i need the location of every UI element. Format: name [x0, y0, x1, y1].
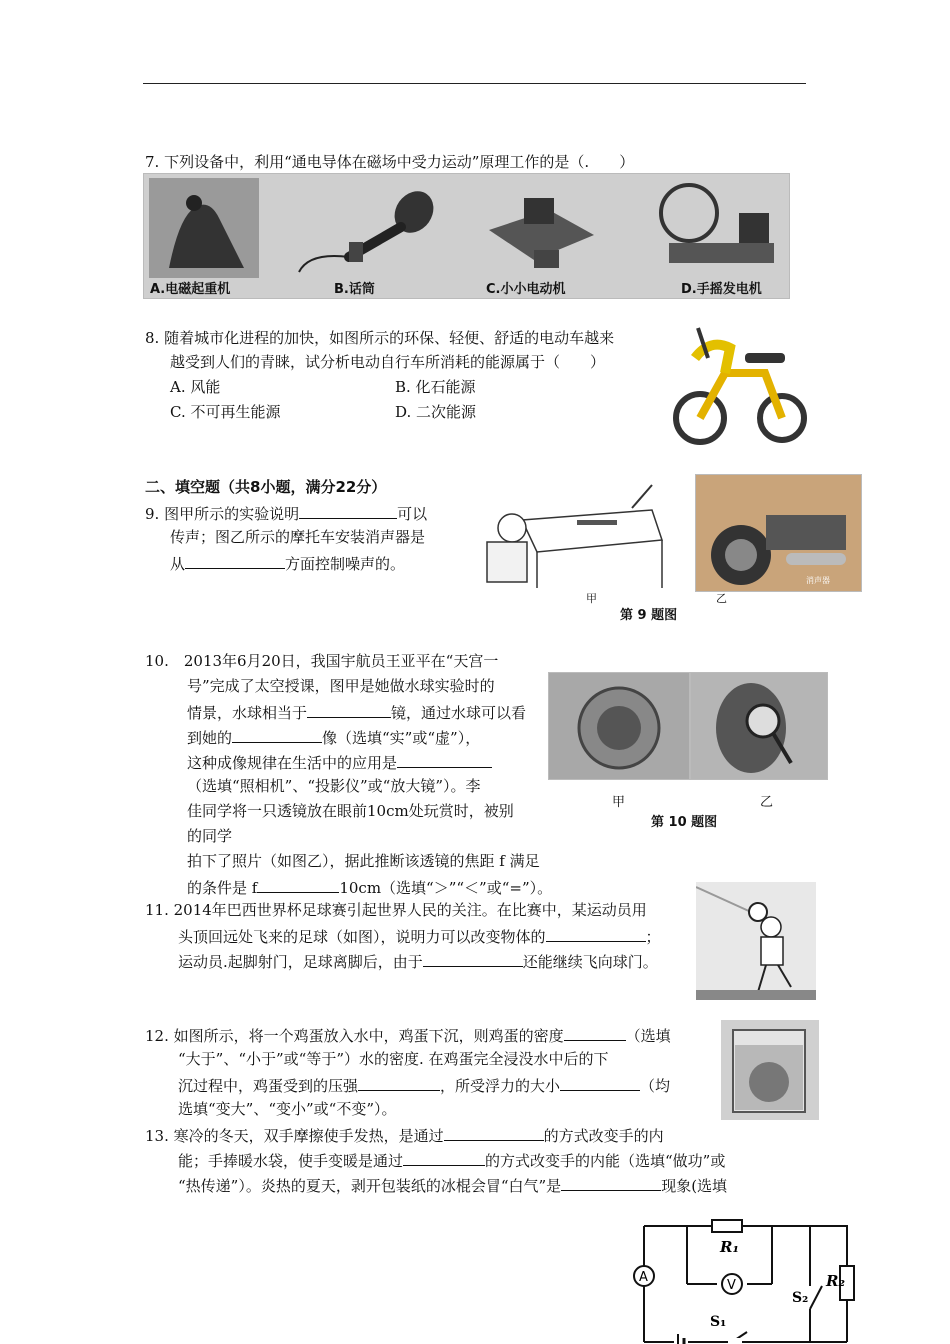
- q13-line3: [178, 1174, 727, 1196]
- q13-text-2a: 能；手捧暖水袋，使手变暖是通过: [178, 1152, 404, 1170]
- q10-blank-application[interactable]: [397, 751, 492, 768]
- q10-text-5a: 这种成像规律在生活中的应用是: [187, 754, 398, 772]
- q7-question: 7. 下列设备中，利用“通电导体在磁场中受力运动”原理工作的是（. ）: [145, 153, 635, 171]
- q11-text-2b: ；: [645, 928, 661, 946]
- q9-caption: 第 9 题图: [620, 608, 678, 623]
- q10-blank-image[interactable]: [232, 726, 322, 743]
- q9-blank-1[interactable]: [299, 502, 397, 519]
- q12-blank-density[interactable]: [564, 1024, 626, 1041]
- q12-line3: [178, 1074, 670, 1096]
- q10-text-4a: 到她的: [187, 729, 233, 747]
- q9-line1: [145, 502, 427, 524]
- q13-text-3b: 现象(选填: [661, 1177, 728, 1195]
- voltmeter-label: V: [727, 1278, 736, 1293]
- q10-text-4b: 像（选填“实”或“虚”），: [322, 729, 481, 747]
- q7-option-a: A.电磁起重机: [150, 282, 231, 297]
- q11-line1: 11. 2014年巴西世界杯足球赛引起世界人民的关注。在比赛中，某运动员用: [145, 901, 647, 919]
- q12-text-1a: 12. 如图所示，将一个鸡蛋放入水中，鸡蛋下沉，则鸡蛋的密度: [145, 1027, 564, 1045]
- q10-line9: 拍下了照片（如图乙），据此推断该透镜的焦距 f 满足: [187, 852, 540, 870]
- q12-line2: “大于”、“小于”或“等于”）水的密度. 在鸡蛋完全浸没水中后的下: [178, 1050, 609, 1068]
- motor-icon: [479, 180, 599, 280]
- r2-label: R₂: [826, 1272, 846, 1290]
- water-ball-photo: [548, 672, 690, 780]
- circuit-diagram: [632, 1214, 862, 1344]
- q10-line1: 10. 2013年6月20日，我国宇航员王亚平在“天宫一: [145, 652, 499, 670]
- q11-line2: [178, 925, 661, 947]
- q12-line1: [145, 1024, 671, 1046]
- q11-blank-motion[interactable]: [546, 925, 646, 942]
- q13-blank-heat[interactable]: [403, 1149, 485, 1166]
- q7-options-image: [143, 173, 790, 299]
- electric-bike-icon: [670, 318, 810, 448]
- q13-text-2b: 的方式改变手的内能（选填“做功”或: [485, 1152, 726, 1170]
- q10-line3: [187, 701, 526, 723]
- q10-line4: [187, 726, 480, 748]
- egg-in-water-icon: [721, 1020, 819, 1120]
- desk-experiment-icon: [482, 480, 672, 590]
- q9-label-yi: 乙: [716, 592, 727, 605]
- q12-blank-pressure[interactable]: [358, 1074, 440, 1091]
- q10-blank-focal[interactable]: [257, 876, 339, 893]
- q9-text-3a: 从: [170, 555, 186, 573]
- q9-line2: 传声；图乙所示的摩托车安装消声器是: [170, 528, 426, 546]
- q12-text-3a: 沉过程中，鸡蛋受到的压强: [178, 1077, 359, 1095]
- water-ball-icon: [549, 673, 689, 779]
- q10-blank-lens[interactable]: [307, 701, 391, 718]
- q10-text-3b: 镜，通过水球可以看: [391, 704, 527, 722]
- q10-line7: 佳同学将一只透镜放在眼前10cm处玩赏时，被别: [187, 802, 514, 820]
- q7-option-c: C.小小电动机: [486, 282, 566, 297]
- q9-text-1b: 可以: [397, 505, 428, 523]
- q9-label-jia: 甲: [586, 592, 597, 605]
- q10-label-yi: 乙: [760, 795, 774, 810]
- q12-blank-buoyancy[interactable]: [560, 1074, 640, 1091]
- motorcycle-icon: [696, 475, 861, 591]
- q12-text-1b: （选填: [625, 1027, 671, 1045]
- q10-label-jia: 甲: [612, 795, 626, 810]
- header-rule: [143, 83, 806, 84]
- q9-text-1a: 9. 图甲所示的实验说明: [145, 505, 300, 523]
- q11-line3: [178, 950, 658, 972]
- q10-line10: [187, 876, 552, 898]
- q8-line2: 越受到人们的青睐，试分析电动自行车所消耗的能源属于（ ）: [170, 353, 606, 371]
- q13-blank-phenomenon[interactable]: [561, 1174, 661, 1191]
- ammeter-label: A: [639, 1270, 648, 1285]
- q13-blank-friction[interactable]: [444, 1124, 544, 1141]
- q8-option-d: D. 二次能源: [395, 403, 477, 421]
- q13-text-1a: 13. 寒冷的冬天，双手摩擦使手发热，是通过: [145, 1127, 444, 1145]
- q11-text-3a: 运动员.起脚射门，足球离脚后，由于: [178, 953, 423, 971]
- r1-label: R₁: [720, 1238, 740, 1256]
- magnifier-face-icon: [691, 673, 827, 779]
- crane-icon: [149, 178, 259, 278]
- hand-generator-icon: [649, 178, 779, 278]
- s2-label: S₂: [792, 1290, 809, 1306]
- motorcycle-photo: [695, 474, 862, 592]
- q10-line8: 的同学: [187, 827, 233, 845]
- soccer-player-icon: [696, 882, 816, 1000]
- q9-text-3b: 方面控制噪声的。: [285, 555, 406, 573]
- q12-text-3b: ，所受浮力的大小: [440, 1077, 561, 1095]
- q11-blank-inertia[interactable]: [423, 950, 523, 967]
- q10-text-10a: 的条件是 f: [187, 879, 258, 897]
- q8-line1: 8. 随着城市化进程的加快，如图所示的环保、轻便、舒适的电动车越来: [145, 329, 615, 347]
- q8-option-b: B. 化石能源: [395, 378, 476, 396]
- q10-text-3a: 情景，水球相当于: [187, 704, 308, 722]
- q13-line2: [178, 1149, 725, 1171]
- q11-text-2a: 头顶回远处飞来的足球（如图），说明力可以改变物体的: [178, 928, 546, 946]
- q10-line5: [187, 751, 492, 773]
- q10-line2: 号”完成了太空授课，图甲是她做水球实验时的: [187, 677, 495, 695]
- lens-photo: [690, 672, 828, 780]
- microphone-icon: [289, 182, 439, 277]
- q13-text-1b: 的方式改变手的内: [543, 1127, 664, 1145]
- q11-text-3b: 还能继续飞向球门。: [522, 953, 658, 971]
- q10-line6: （选填“照相机”、“投影仪”或“放大镜”）。李: [187, 777, 481, 795]
- q9-blank-2[interactable]: [185, 552, 285, 569]
- q8-option-c: C. 不可再生能源: [170, 403, 281, 421]
- section-2-heading: 二、填空题（共8小题，满分22分）: [145, 478, 387, 496]
- q12-text-3c: （均: [640, 1077, 671, 1095]
- q9-line3: [170, 552, 405, 574]
- q13-line1: [145, 1124, 664, 1146]
- q10-caption: 第 10 题图: [651, 815, 718, 830]
- q7-option-d: D.手摇发电机: [681, 282, 762, 297]
- q7-option-b: B.话筒: [334, 282, 375, 297]
- q8-option-a: A. 风能: [170, 378, 221, 396]
- q10-text-10b: 10cm（选填“＞”“＜”或“=”）。: [339, 879, 553, 897]
- q12-line4: 选填“变大”、“变小”或“不变”）。: [178, 1100, 397, 1118]
- resistor-r1: [712, 1220, 742, 1232]
- s1-label: S₁: [710, 1314, 727, 1330]
- q13-text-3a: “热传递”）。炎热的夏天，剥开包装纸的冰棍会冒“白气”是: [178, 1177, 562, 1195]
- muffler-label: 消声器: [806, 576, 830, 585]
